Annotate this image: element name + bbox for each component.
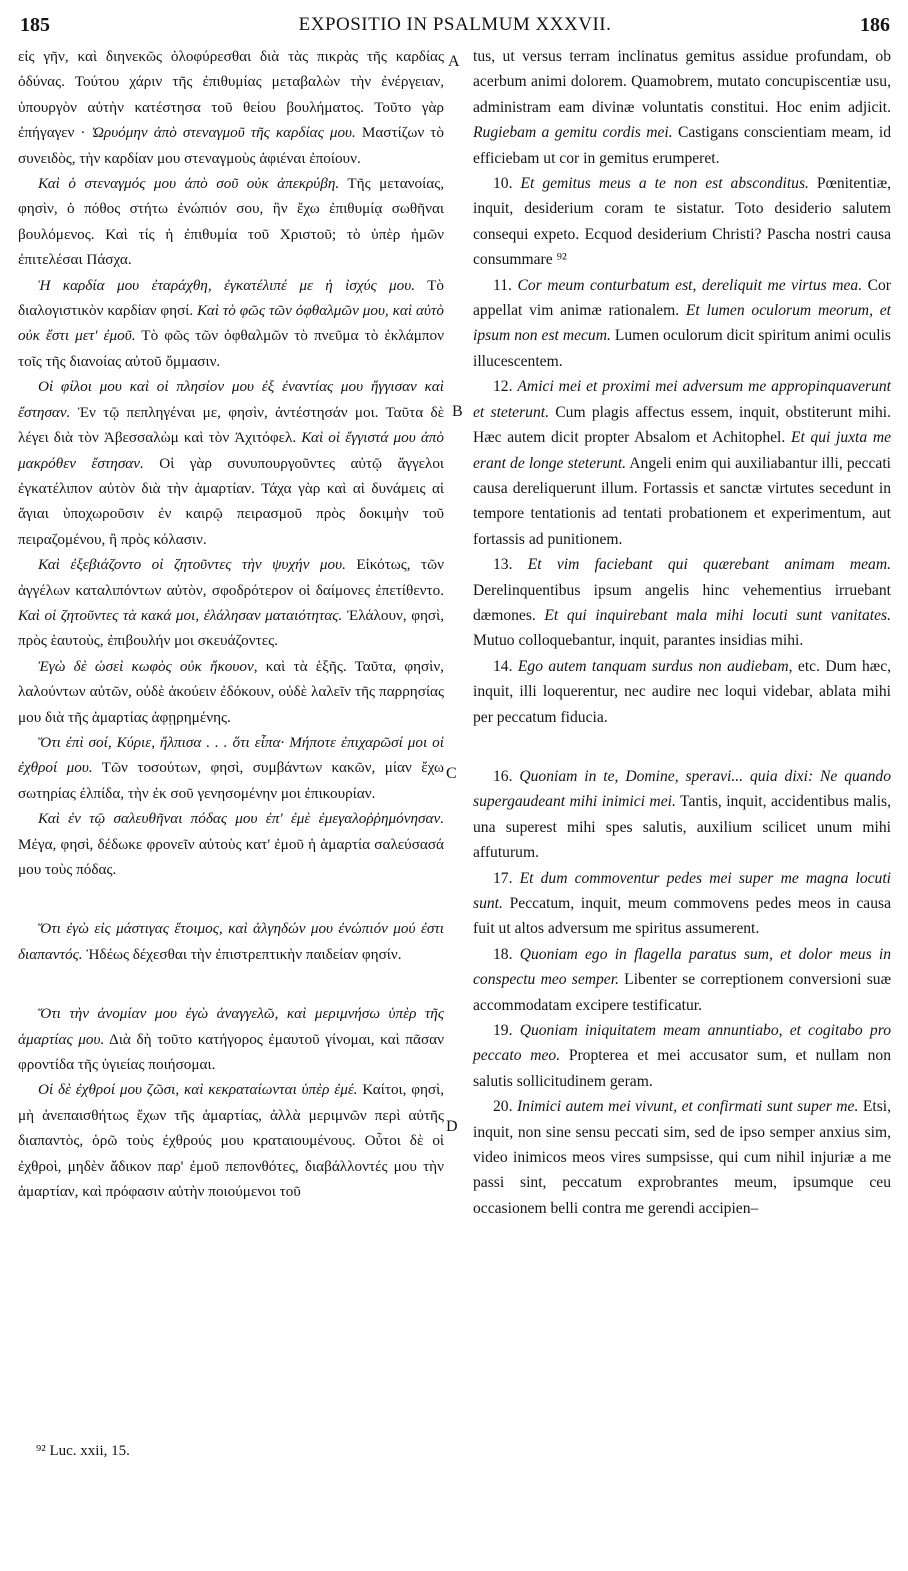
- latin-paragraph: 18. Quoniam ego in flagella paratus sum, et dolor meus in conspectu meo semper. Libenter se correptionem conversioni suæ accommodatam excipere testificatur.: [473, 945, 891, 1014]
- greek-paragraph: Οἱ δὲ ἐχθροί μου ζῶσι, καὶ κεκραταίωνται ὑπὲρ ἐμέ. Καίτοι, φησὶ, μὴ ἀνεπαισθήτως ἔχων τῆς ἁμαρτίας, ἀλλὰ μεριμνῶν περὶ αὐτῆς διαπαντὸς, ὁρῶ τοὺς ἐχθρούς μου κραταιουμένους. Οὗτοι δὲ οἱ ἐχθροὶ, μηδὲν ἄδικον παρ' ἐμοῦ πεπονθότες, διαβάλλοντές μου τὴν ἁμαρτίαν, καὶ πρόφασιν αὐτὴν ποιούμενοι τοῦ: [18, 1081, 444, 1201]
- latin-paragraph: 13. Et vim faciebant qui quærebant animam meam. Derelinquentibus ipsum angelis hinc vehementius irruebant dæmones. Et qui inquirebant mala mihi locuti sunt vanitates. Mutuo colloquebantur, inquit, parantes insidias mihi.: [473, 556, 892, 650]
- latin-paragraph: 19. Quoniam iniquitatem meam annuntiabo, et cogitabo pro peccato meo. Propterea et mei accusator sum, et nullam non salutis sollicitudinem geram.: [473, 1022, 891, 1090]
- latin-paragraph: 11. Cor meum conturbatum est, dereliquit me virtus mea. Cor appellat vim animæ rationalem. Et lumen oculorum meorum, et ipsum non est mecum. Lumen oculorum dicit spiritum animi oculis illucescentem.: [473, 276, 891, 370]
- greek-paragraph: Καὶ ἐν τῷ σαλευθῆναι πόδας μου ἐπ' ἐμὲ ἐμεγαλοῤῥημόνησαν. Μέγα, φησὶ, δέδωκε φρονεῖν αὐτοὺς κατ' ἐμοῦ ἡ ἁμαρτία σαλεύσασά μου τοὺς πόδας.: [18, 810, 444, 878]
- latin-paragraph: 17. Et dum commoventur pedes mei super me magna locuti sunt. Peccatum, inquit, meum commovens pedes meos in causa fuit ut altos adversum me spiritus assumerent.: [473, 869, 892, 938]
- margin-siglum-c: C: [446, 765, 457, 782]
- greek-paragraph: Ὅτι τὴν ἀνομίαν μου ἐγὼ ἀναγγελῶ, καὶ μεριμνήσω ὑπὲρ τῆς ἁμαρτίας μου. Διὰ δὴ τοῦτο κατήγορος ἐμαυτοῦ γίνομαι, καὶ πᾶσαν φροντίδα τῆς ὑγιείας ποιήσομαι.: [18, 1005, 444, 1074]
- margin-siglum-b: B: [452, 403, 463, 420]
- greek-column: [18, 44, 444, 1204]
- greek-paragraph: εἰς γῆν, καὶ διηνεκῶς ὀλοφύρεσθαι διὰ τὰς πικρὰς τῆς καρδίας ὀδύνας. Τούτου χάριν τῆς ἐπιθυμίας μεταβαλὼν τὴν ἐνέργειαν, ὑπουργὸν αὐτὴν κατέστησα τοῦ θείου βουλήματος. Τοῦτο γὰρ ἐπήγαγεν · Ὠρυόμην ἀπὸ στεναγμοῦ τῆς καρδίας μου. Μαστίζων τὸ συνειδὸς, τὴν καρδίαν μου στεναγμοὺς ἀφιέναι ἐποίουν.: [18, 48, 444, 167]
- greek-paragraph: Καὶ ὁ στεναγμός μου ἀπὸ σοῦ οὐκ ἀπεκρύβη. Τῆς μετανοίας, φησὶν, ὁ πόθος στήτω ἐνώπιόν σου, ἣν ἔχω ἐπιθυμίᾳ σωθῆναι βουλόμενος. Καὶ τίς ἡ ἐπιθυμία τοῦ Χριστοῦ; τὸ ὑπὲρ ἡμῶν ἐπιτελέσαι Πάσχα.: [18, 175, 445, 269]
- margin-siglum-a: A: [448, 53, 460, 70]
- latin-column: [473, 44, 891, 1221]
- latin-paragraph: 20. Inimici autem mei vivunt, et confirmati sunt super me. Etsi, inquit, non sine sensu peccati sim, sed de ipso semper anxius sim, video inimicos meos vires sumpsisse, qui cum nihil injuriæ a me passi sint, peccatum exprobrantes meum, ipsumque ceu occasionem belli contra me gerendi accipien–: [473, 1098, 891, 1217]
- greek-paragraph: Ἐγὼ δὲ ὡσεὶ κωφὸς οὐκ ἤκουον, καὶ τὰ ἑξῆς. Ταῦτα, φησὶν, λαλούντων αὐτῶν, οὐδὲ ἀκούειν ἐδόκουν, οὐδὲ λαλεῖν τῆς παρρησίας μου διὰ τῆς ἁμαρτίας ἀφῃρημένης.: [18, 657, 444, 726]
- latin-paragraph: tus, ut versus terram inclinatus gemitus assidue profundam, ob acerbum animi dolorem. Quamobrem, mutato concupiscentiæ usu, administram eam divinæ voluntatis constitui. Hoc enim adjicit. Rugiebam a gemitu cordis mei. Castigans conscientiam meam, id efficiebam ut cor in gemitus erumperet.: [473, 48, 891, 167]
- margin-siglum-d: D: [446, 1118, 458, 1135]
- greek-paragraph: Οἱ φίλοι μου καὶ οἱ πλησίον μου ἐξ ἐναντίας μου ἤγγισαν καὶ ἔστησαν. Ἐν τῷ πεπληγέναι με, φησὶν, ἀντέστησάν μοι. Ταῦτα δὲ λέγει διὰ τὸν Ἀβεσσαλὼμ καὶ τὸν Ἀχιτόφελ. Καὶ οἱ ἔγγιστά μου ἀπὸ μακρόθεν ἔστησαν. Οἱ γὰρ συνυπουργοῦντες αὐτῷ ἄγγελοι ἐγκατέλιπον αὐτὸν διὰ τὴν ἁμαρτίαν. Τάχα γὰρ καὶ αἱ δυνάμεις αἱ ἅγιαι ὑποχωροῦσιν ἐν καιρῷ πειρασμοῦ πρὸς δοκιμὴν τοῦ πειραζομένου, ἢ πρὸς κόλασιν.: [18, 378, 444, 548]
- greek-paragraph: Ὅτι ἐπὶ σοί, Κύριε, ἤλπισα . . . ὅτι εἶπα· Μήποτε ἐπιχαρῶσί μοι οἱ ἐχθροί μου. Τῶν τοσούτων, φησὶ, συμβάντων κακῶν, μίαν ἔχω σωτηρίας ἐλπίδα, τὴν ἐκ σοῦ γενησομένην μοι ἐπικουρίαν.: [18, 733, 444, 802]
- greek-paragraph: Ἡ καρδία μου ἐταράχθη, ἐγκατέλιπέ με ἡ ἰσχύς μου. Τὸ διαλογιστικὸν καρδίαν φησί. Καὶ τὸ φῶς τῶν ὀφθαλμῶν μου, καὶ αὐτὸ οὐκ ἔστι μετ' ἐμοῦ. Τὸ φῶς τῶν ὀφθαλμῶν τὸ πνεῦμα τὸ ἐκλάμπον τοῖς τῆς διανοίας αὐτοῦ ὄμμασιν.: [18, 276, 444, 370]
- right-page-number: 186: [860, 14, 890, 36]
- latin-paragraph: 10. Et gemitus meus a te non est absconditus. Pœnitentiæ, inquit, desiderium coram te sistatur. Toto desiderio salutem consequi expeto. Ecquod desiderium Christi? Pascha nostri causa consummare ⁹²: [473, 175, 892, 269]
- left-page-number: 185: [20, 14, 50, 36]
- greek-paragraph: Ὅτι ἐγὼ εἰς μάστιγας ἕτοιμος, καὶ ἀλγηδών μου ἐνώπιόν μού ἐστι διαπαντός. Ἠδέως δέχεσθαι τὴν ἐπιστρεπτικὴν παιδείαν φησίν.: [18, 920, 444, 963]
- latin-paragraph: 16. Quoniam in te, Domine, speravi... quia dixi: Ne quando supergaudeant mihi inimici mei. Tantis, inquit, accidentibus malis, una superest mihi spes salutis, auxilium scilicet unum mihi affuturum.: [473, 767, 891, 862]
- greek-paragraph: Καὶ ἐξεβιάζοντο οἱ ζητοῦντες τὴν ψυχήν μου. Εἰκότως, τῶν ἀγγέλων καταλιπόντων αὐτὸν, σφοδρότερον οἱ δαίμονες ἐπετίθεντο. Καὶ οἱ ζητοῦντες τὰ κακά μοι, ἐλάλησαν ματαιότητας. Ἐλάλουν, φησὶ, πρὸς ἑαυτοὺς, ἐπιβουλήν μοι σκευάζοντες.: [18, 556, 444, 650]
- footnote: ⁹² Luc. xxii, 15.: [36, 1443, 130, 1459]
- running-title: EXPOSITIO IN PSALMUM XXXVII.: [298, 14, 612, 35]
- latin-paragraph: 14. Ego autem tanquam surdus non audiebam, etc. Dum hæc, inquit, illi loquerentur, nec audire nec loqui videbar, ablata mihi per peccatum fiducia.: [473, 657, 892, 726]
- latin-paragraph: 12. Amici mei et proximi mei adversum me appropinquaverunt et steterunt. Cum plagis affectus essem, inquit, obstiterunt mihi. Hæc autem dicit propter Absalom et Achitophel. Et qui juxta me erant de longe steterunt. Angeli enim qui auxiliabantur illi, peccati causa dereliquerunt illum. Fortassis et sanctæ virtutes secedunt in tempore tentationis ad tentati probationem et experimentum, aut fortassis ad punitionem.: [473, 378, 892, 548]
- page-header: [20, 14, 890, 44]
